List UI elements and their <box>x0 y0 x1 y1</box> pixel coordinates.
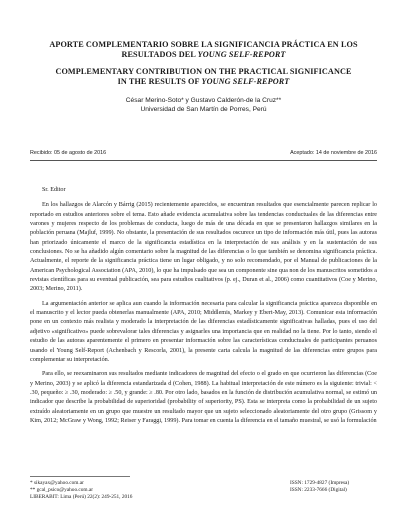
letter-body <box>30 186 377 431</box>
accepted-date: Aceptado: 14 de noviembre de 2016 <box>290 150 377 156</box>
author-email-2: ** gcal_psico@yahoo.com.ar <box>30 487 93 493</box>
header-divider <box>30 160 377 161</box>
footnote-divider <box>30 476 130 477</box>
paragraph-1: En los hallazgos de Alarcón y Bárrig (2015) recientemente aparecidos, se encuentran resultados que esencialmente parecen replicar lo reportado en estudios anteriores sobre el tema. Esto añade evidencia acumulativa sobre las tendencias conductuales de las diferencias entre varones y mujeres respecto de los problemas de conducta, luego de más de una década en que se presentaron hallazgos similares en la población peruana (Majluf, 1999). No obstante, la presentación de sus resultados oscurece un tipo de información más útil, pues las autoras han priorizado únicamente el marco de la significancia estadística en la interpretación de sus análisis y en la sustentación de sus conclusiones. No se ha añadido algún comentario sobre la magnitud de las diferencias o lo que también se denomina significancia práctica. Actualmente, el reporte de la significancia práctica tiene un lugar obligado, y no solo recomendado, por el Manual de publicaciones de la American Psychological Association (APA, 2010), lo que ha impulsado que sea un componente sine qua non de los manuscritos sometidos a revistas científicas para su eventual publicación, sea para estudios cualitativos (p. ej., Duran et al., 2006) como cuantitativos (Coe y Merino, 2003; Merino, 2011). <box>30 202 377 293</box>
received-date: Recibido: 05 de agosto de 2016 <box>30 150 107 156</box>
author-email-1: * sikayax@yahoo.com.ar <box>30 480 84 486</box>
author-block <box>30 96 377 114</box>
journal-citation: LIBERABIT: Lima (Perú) 22(2): 249-251, 2016 <box>30 494 133 500</box>
spanish-title-line-1: APORTE COMPLEMENTARIO SOBRE LA SIGNIFICANCIA PRÁCTICA EN LOS <box>49 40 358 49</box>
spanish-title <box>30 40 377 60</box>
spanish-title-line-2: RESULTADOS DEL YOUNG SELF-REPORT <box>121 50 286 59</box>
issn-print: ISSN: 1729-4827 (Impresa) <box>290 480 350 486</box>
english-title-line-2: IN THE RESULTS OF YOUNG SELF-REPORT <box>117 77 290 86</box>
footer-left <box>30 480 132 501</box>
english-title-line-1: COMPLEMENTARY CONTRIBUTION ON THE PRACTICAL SIGNIFICANCE <box>55 67 352 76</box>
issn-digital: ISSN: 2233-7666 (Digital) <box>290 487 347 493</box>
english-title <box>30 67 377 87</box>
paragraph-2: La argumentación anterior se aplica aun cuando la información necesaria para calcular la significancia práctica aparezca disponible en el manuscrito y el lector pueda obtenerlas manualmente (APA, 2010; Middlemis, Markey y Ebert-May, 2013). Comunicar esta información pone en un contexto más realista y moderado la interpretación de las diferencias estadísticamente significativas halladas, pues el uso del adjetivo «significativo» puede sobrevalorar tales diferencias y asignarles una importancia que en realidad no la tiene. Por lo tanto, siendo el estudio de las autoras aparentemente el primero en presentar información sobre las características conductuales de participantes peruanos usando el Young Self-Report (Achenbach y Rescorla, 2001), la presente carta calcula la magnitud de las diferencias entre grupos para complementar su interpretación. <box>30 300 377 363</box>
paragraph-3: Para ello, se reexaminaron sus resultados mediante indicadores de magnitud del efecto o el grado en que ocurrieron las diferencias (Coe y Merino, 2003) y se aplicó la diferencia estandarizada d (Cohen, 1988). La habitual interpretación de este número es la siguiente: trivial: < .30, pequeño: ≥ .30, moderado: ≥ .50, y grande: ≥ .80. Por otro lado, basados en la función de distribución acumulativa normal, se estimó un indicador que describe la probabilidad de superioridad (probability of superiority, PS). Esta se interpreta como la probabilidad de un sujeto extraído aleatoriamente en un grupo que muestre un resultado mayor que un sujeto seleccionado aleatoriamente del otro grupo (Grissom y Kim, 2012; McGraw y Wong, 1992; Reiser y Faraggi, 1999). Para tomar en cuenta la diferencia en el tamaño muestral, se usó la formulación <box>30 371 377 424</box>
affiliation: Universidad de San Martín de Porres, Perú <box>140 106 267 113</box>
authors: César Merino-Soto* y Gustavo Calderón-de la Cruz** <box>125 97 282 104</box>
footer-right <box>290 480 349 494</box>
salutation: Sr. Editor <box>42 187 66 193</box>
